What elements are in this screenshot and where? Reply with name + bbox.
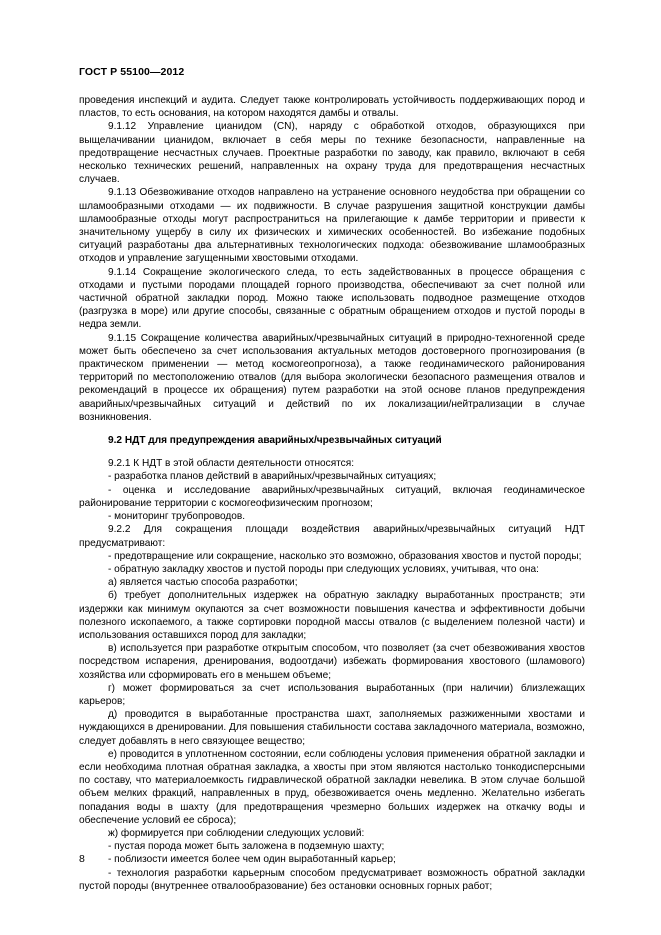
list-item: - обратную закладку хвостов и пустой породы при следующих условиях, учитывая, что она: bbox=[108, 563, 539, 575]
document-header: ГОСТ Р 55100—2012 bbox=[79, 66, 185, 78]
paragraph: 9.1.12 Управление цианидом (CN), наряду с обработкой отходов, образующихся при выщелачивании цианидом, включает в себя меры по технике безопасности, направленные на предотвращение несчастных случаев. Проектные разработки по заводу, как правило, включают в себя несколько технических решений, направленных на охрану труда для предотвращения несчастных случаев. bbox=[79, 121, 585, 186]
document-body bbox=[79, 94, 585, 893]
list-item: - технология разработки карьерным способом предусматривает возможность обратной закладки пустой породы (внутреннее отвалообразование) без остановки основных горных работ; bbox=[79, 867, 585, 892]
paragraph: 9.1.15 Сокращение количества аварийных/чрезвычайных ситуаций в природно-техногенной среде может быть обеспечено за счет использования актуальных методов достоверного прогнозирования (в практическом применении — метод космогеопрогноза), а также геодинамического районирования территорий по местоположению отвалов (для выбора экологически безопасного размещения отвалов и рекомендаций в процессе их обращения) путем разработки на этой основе планов предупреждения аварийных/чрезвычайных ситуаций и действий по их локализации/нейтрализации в случае возникновения. bbox=[79, 332, 585, 423]
list-item: б) требует дополнительных издержек на обратную закладку выработанных пространств; эти издержки как минимум окупаются за счет возможности повышения качества и эффективности добычи полезного ископаемого, а также сортировки породной массы отвалов (с выделением полезной части) и использования оставшихся пород для закладки; bbox=[79, 590, 585, 641]
paragraph: 9.1.14 Сокращение экологического следа, то есть задействованных в процессе обращения с отходами и пустыми породами площадей горного производства, обеспечивают за счет полной или частичной обратной закладки пород. Можно также использовать подводное размещение отходов (разгрузка в море) или другие способы, связанные с обратным обращением отходов и пустой породы в недра земли. bbox=[79, 266, 585, 331]
list-item: - поблизости имеется более чем один выработанный карьер; bbox=[108, 854, 396, 866]
page-number: 8 bbox=[79, 853, 85, 865]
paragraph: 9.2.1 К НДТ в этой области деятельности относятся: bbox=[108, 458, 354, 470]
list-item: - оценка и исследование аварийных/чрезвычайных ситуаций, включая геодинамическое районирование территории с космогеофизическим прогнозом; bbox=[79, 484, 585, 509]
list-item: - предотвращение или сокращение, насколько это возможно, образования хвостов и пустой породы; bbox=[108, 550, 582, 562]
paragraph: 9.2.2 Для сокращения площади воздействия аварийных/чрезвычайных ситуаций НДТ предусматривают: bbox=[79, 524, 585, 549]
list-item: - пустая порода может быть заложена в подземную шахту; bbox=[108, 841, 385, 853]
paragraph: проведения инспекций и аудита. Следует также контролировать устойчивость поддерживающих пород и пластов, то есть основания, на котором находятся дамбы и отвалы. bbox=[79, 95, 585, 120]
paragraph: 9.1.13 Обезвоживание отходов направлено на устранение основного неудобства при обращении со шламообразными отходами — их подвижности. В случае разрушения защитной конструкции дамбы шламообразные отходы могут распространиться на прилегающие к дамбе территории и привести к значительному ущербу в силу их физических и химических особенностей. Во избежание подобных ситуаций разработаны два альтернативных технологических подхода: обезвоживание шламообразных отходов и управление загущенными хвостовыми отходами. bbox=[79, 187, 585, 265]
list-item: ж) формируется при соблюдении следующих условий: bbox=[108, 827, 365, 839]
list-item: а) является частью способа разработки; bbox=[108, 577, 298, 589]
list-item: - разработка планов действий в аварийных/чрезвычайных ситуациях; bbox=[108, 471, 437, 483]
section-heading: 9.2 НДТ для предупреждения аварийных/чрезвычайных ситуаций bbox=[108, 435, 442, 447]
list-item: - мониторинг трубопроводов. bbox=[108, 511, 246, 523]
list-item: е) проводится в уплотненном состоянии, если соблюдены условия применения обратной закладки и если необходима плотная обратная закладка, а хвосты при этом являются настолько тонкодисперсными по составу, что материалоемкость гидравлической обратной закладки невелика. В этом случае большой объем мелких фракций, направленных в пруд, обезвоживается очень медленно. Желательно избегать попадания воды в шахту (для предотвращения чрезмерно больших издержек на откачку воды и обеспечение условий ее сброса); bbox=[79, 748, 585, 826]
list-item: г) может формироваться за счет использования выработанных (при наличии) близлежащих карьеров; bbox=[79, 682, 585, 707]
list-item: в) используется при разработке открытым способом, что позволяет (за счет обезвоживания хвостов посредством испарения, дренирования, водоотдачи) избежать формирования хвостового (шламового) хозяйства или сформировать его в меньшем объеме; bbox=[79, 643, 585, 681]
list-item: д) проводится в выработанные пространства шахт, заполняемых разжиженными хвостами и нуждающихся в дренировании. Для повышения стабильности состава закладочного материала, возможно, следует добавлять в него связующее вещество; bbox=[79, 709, 585, 747]
